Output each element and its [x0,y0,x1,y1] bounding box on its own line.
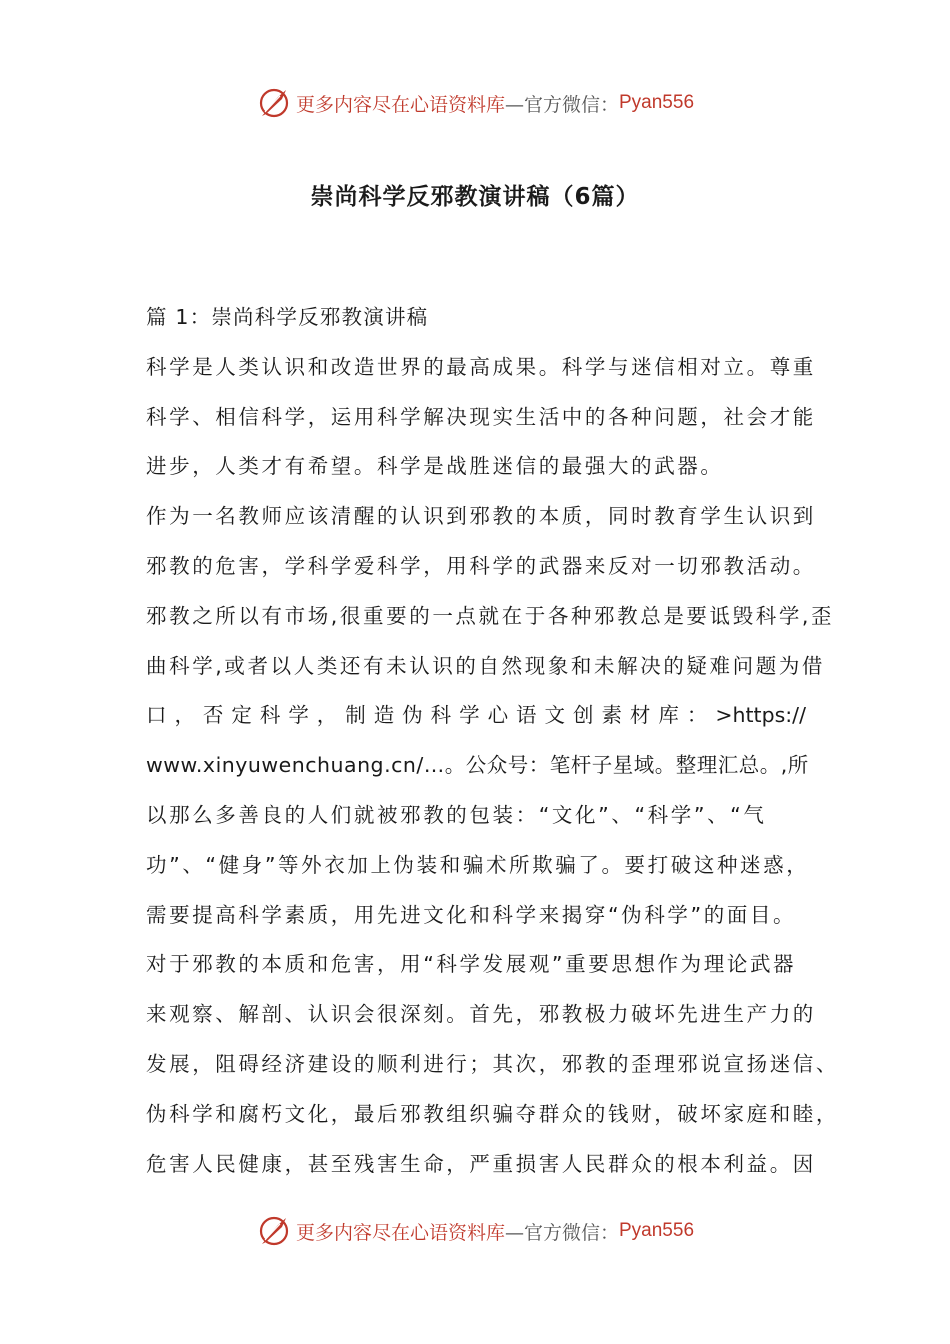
body-line: 曲科学,或者以人类还有未认识的自然现象和未解决的疑难问题为借 [146,653,826,678]
banner-text-wechat-label: —官方微信： [504,93,619,116]
header-banner [0,83,950,123]
body-line: 危害人民健康，甚至残害生命，严重损害人民群众的根本利益。因 [146,1151,816,1176]
body-line: 科学是人类认识和改造世界的最高成果。科学与迷信相对立。尊重 [146,354,816,379]
document-body [146,298,839,1194]
quill-logo-icon [256,1213,292,1249]
banner-text-library: 更多内容尽在心语资料库 [295,1221,505,1244]
body-line: 邪教之所以有市场,很重要的一点就在于各种邪教总是要诋毁科学,歪 [146,603,835,628]
banner-wechat-id: Pyan556 [619,1220,695,1241]
body-line: 进步，人类才有希望。科学是战胜迷信的最强大的武器。 [146,454,724,479]
body-line: 口，否定科学，制造伪科学心语文创素材库：>https:// [146,703,806,728]
body-line: 对于邪教的本质和危害，用“科学发展观”重要思想作为理论武器 [146,952,797,977]
quill-logo-icon [256,85,292,121]
body-line: 来观察、解剖、认识会很深刻。首先，邪教极力破坏先进生产力的 [146,1002,816,1027]
body-line: 伪科学和腐朽文化，最后邪教组织骗夺群众的钱财，破坏家庭和睦， [146,1101,839,1126]
body-line: 作为一名教师应该清醒的认识到邪教的本质，同时教育学生认识到 [146,504,816,529]
body-line-with-link: www.xinyuwenchuang.cn/…。公众号：笔杆子星域。整理汇总。,所 [146,753,809,778]
body-line: 科学、相信科学，运用科学解决现实生活中的各种问题，社会才能 [146,404,816,429]
body-line: 以那么多善良的人们就被邪教的包装：“文化”、“科学”、“气 [146,802,767,827]
document-title: 崇尚科学反邪教演讲稿（6篇） [310,184,640,210]
banner-text-wechat-label: —官方微信： [504,1221,619,1244]
body-line: 功”、“健身”等外衣加上伪装和骗术所欺骗了。要打破这种迷惑， [146,852,810,877]
banner-wechat-id: Pyan556 [619,92,695,113]
banner-text-library: 更多内容尽在心语资料库 [295,93,505,116]
body-line: 发展，阻碍经济建设的顺利进行；其次，邪教的歪理邪说宣扬迷信、 [146,1051,839,1076]
body-line: 邪教的危害，学科学爱科学，用科学的武器来反对一切邪教活动。 [146,553,816,578]
body-line: 需要提高科学素质，用先进文化和科学来揭穿“伪科学”的面目。 [146,902,797,927]
footer-banner [0,1211,950,1251]
section-heading: 篇 1：崇尚科学反邪教演讲稿 [146,305,429,329]
